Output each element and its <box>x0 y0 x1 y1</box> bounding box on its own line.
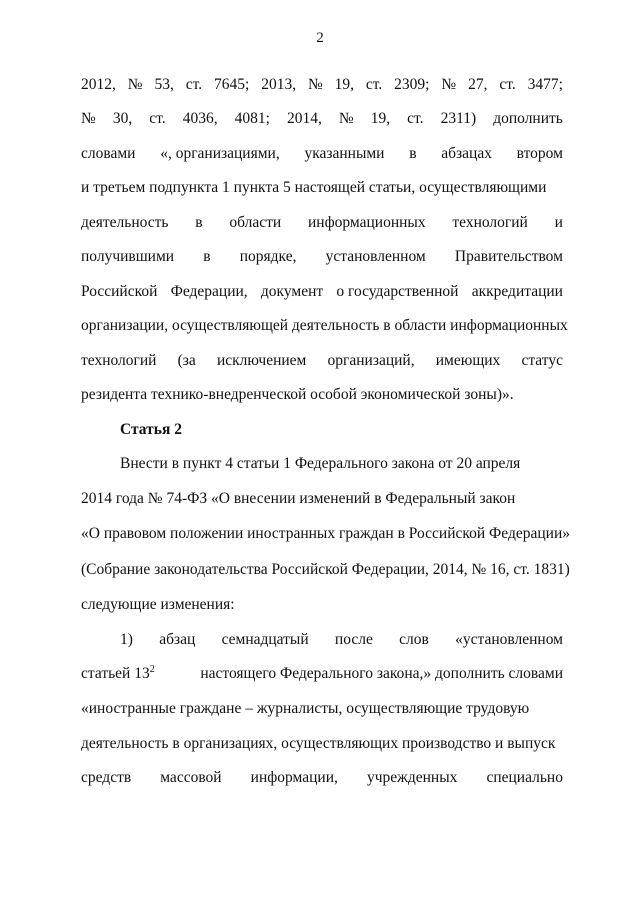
word: организаций, <box>327 352 415 369</box>
word: словами <box>81 145 136 162</box>
text-line <box>81 560 570 580</box>
word: «О правовом положении иностранных граждан в Российской Федерации» <box>81 525 571 542</box>
word: абзацах <box>441 145 492 162</box>
word: деятельность в организациях, осуществляющих производство и выпуск <box>81 735 556 752</box>
word: в <box>195 214 203 231</box>
text-line <box>81 247 563 267</box>
word: 4036, <box>182 110 218 127</box>
word: Внести в пункт 4 статьи 1 Федерального закона от 20 апреля <box>120 455 521 472</box>
word: 27, <box>468 76 488 93</box>
word: аккредитации <box>471 283 563 300</box>
article-2-changes-line: следующие изменения: <box>81 596 235 613</box>
word: получившими <box>81 248 175 265</box>
page-number: 2 <box>316 30 324 46</box>
word: средств <box>81 769 132 786</box>
word: (Собрание законодательства Российской Федерации, 2014, № 16, ст. 1831) <box>81 561 570 578</box>
article-1-last-line: резидента технико-внедренческой особой экономической зоны)». <box>81 386 514 403</box>
word: 1) <box>120 631 133 648</box>
article-2-heading: Статья 2 <box>120 421 182 438</box>
word: после <box>334 631 373 648</box>
word: 2309; <box>394 76 430 93</box>
superscript: 2 <box>149 663 155 675</box>
word: ст. <box>365 76 383 93</box>
word: 19, <box>370 110 391 127</box>
word: 53, <box>154 76 174 93</box>
word: технологий <box>452 214 528 231</box>
word: Российской <box>81 283 158 300</box>
item-1-second-line <box>81 664 563 684</box>
word: 19, <box>334 76 355 93</box>
word: ст. <box>149 110 166 127</box>
item-1-rest: настоящего Федерального закона,» дополнить словами <box>200 665 563 682</box>
word: «иностранные граждане – журналисты, осуществляющие трудовую <box>81 700 530 717</box>
word: Правительством <box>454 248 563 265</box>
word: массовой <box>160 769 222 786</box>
word: деятельность <box>81 214 169 231</box>
item-1-first-line <box>120 630 563 650</box>
text-line <box>81 524 571 544</box>
text-line <box>81 109 563 129</box>
text-line <box>81 144 563 164</box>
text-line <box>81 734 563 754</box>
word: «, организациями, <box>160 145 280 162</box>
word: 2311) <box>440 110 477 127</box>
word: «установленном <box>455 631 563 648</box>
word: 2014 года № 74-ФЗ «О внесении изменений в Федеральный закон <box>81 490 516 507</box>
text-line <box>81 699 563 719</box>
text-line <box>81 768 563 788</box>
word: порядке, <box>239 248 297 265</box>
word: 3477; <box>527 76 563 93</box>
word: технологий <box>81 352 157 369</box>
text-line <box>81 213 563 233</box>
word: документ <box>260 283 324 300</box>
word: указанными <box>304 145 385 162</box>
word: о государственной <box>336 283 459 300</box>
word: № <box>338 110 354 127</box>
word: 2014, <box>286 110 322 127</box>
word: № <box>441 76 457 93</box>
word: 7645; <box>213 76 250 93</box>
word: (за <box>177 352 196 369</box>
word: организации, осуществляющей деятельность в области информационных <box>81 317 568 334</box>
word: семнадцатый <box>221 631 309 648</box>
text-line <box>81 489 563 509</box>
word: 4081; <box>234 110 270 127</box>
word: установленном <box>325 248 426 265</box>
word: информационных <box>308 214 426 231</box>
word: № <box>307 76 323 93</box>
word: 2013, <box>261 76 297 93</box>
word: 2012, <box>81 76 116 93</box>
word: области <box>229 214 282 231</box>
text-line <box>81 316 568 336</box>
word: Федерации, <box>170 283 248 300</box>
word: слов <box>399 631 429 648</box>
word: ст. <box>185 76 203 93</box>
word: ст. <box>499 76 516 93</box>
text-line <box>81 351 563 371</box>
word: 30, <box>112 110 133 127</box>
word: втором <box>516 145 563 162</box>
item-1-statya: статьей $13^2$ <box>81 663 155 682</box>
word: специально <box>486 769 563 786</box>
word: и <box>554 214 563 231</box>
word: имеющих <box>435 352 501 369</box>
word: учрежденных <box>366 769 458 786</box>
word: № <box>81 110 96 127</box>
word: исключением <box>216 352 307 369</box>
word: в <box>409 145 417 162</box>
word: в <box>203 248 211 265</box>
text-line <box>81 178 563 198</box>
word: абзац <box>159 631 196 648</box>
word: и третьем подпункта 1 пункта 5 настоящей статьи, осуществляющими <box>81 179 547 196</box>
text-line <box>81 75 563 95</box>
text-line <box>120 454 563 474</box>
word: информации, <box>250 769 338 786</box>
word: № <box>127 76 143 93</box>
word: статус <box>521 352 563 369</box>
word: ст. <box>407 110 424 127</box>
word: дополнить <box>493 110 563 127</box>
text-line <box>81 282 563 302</box>
